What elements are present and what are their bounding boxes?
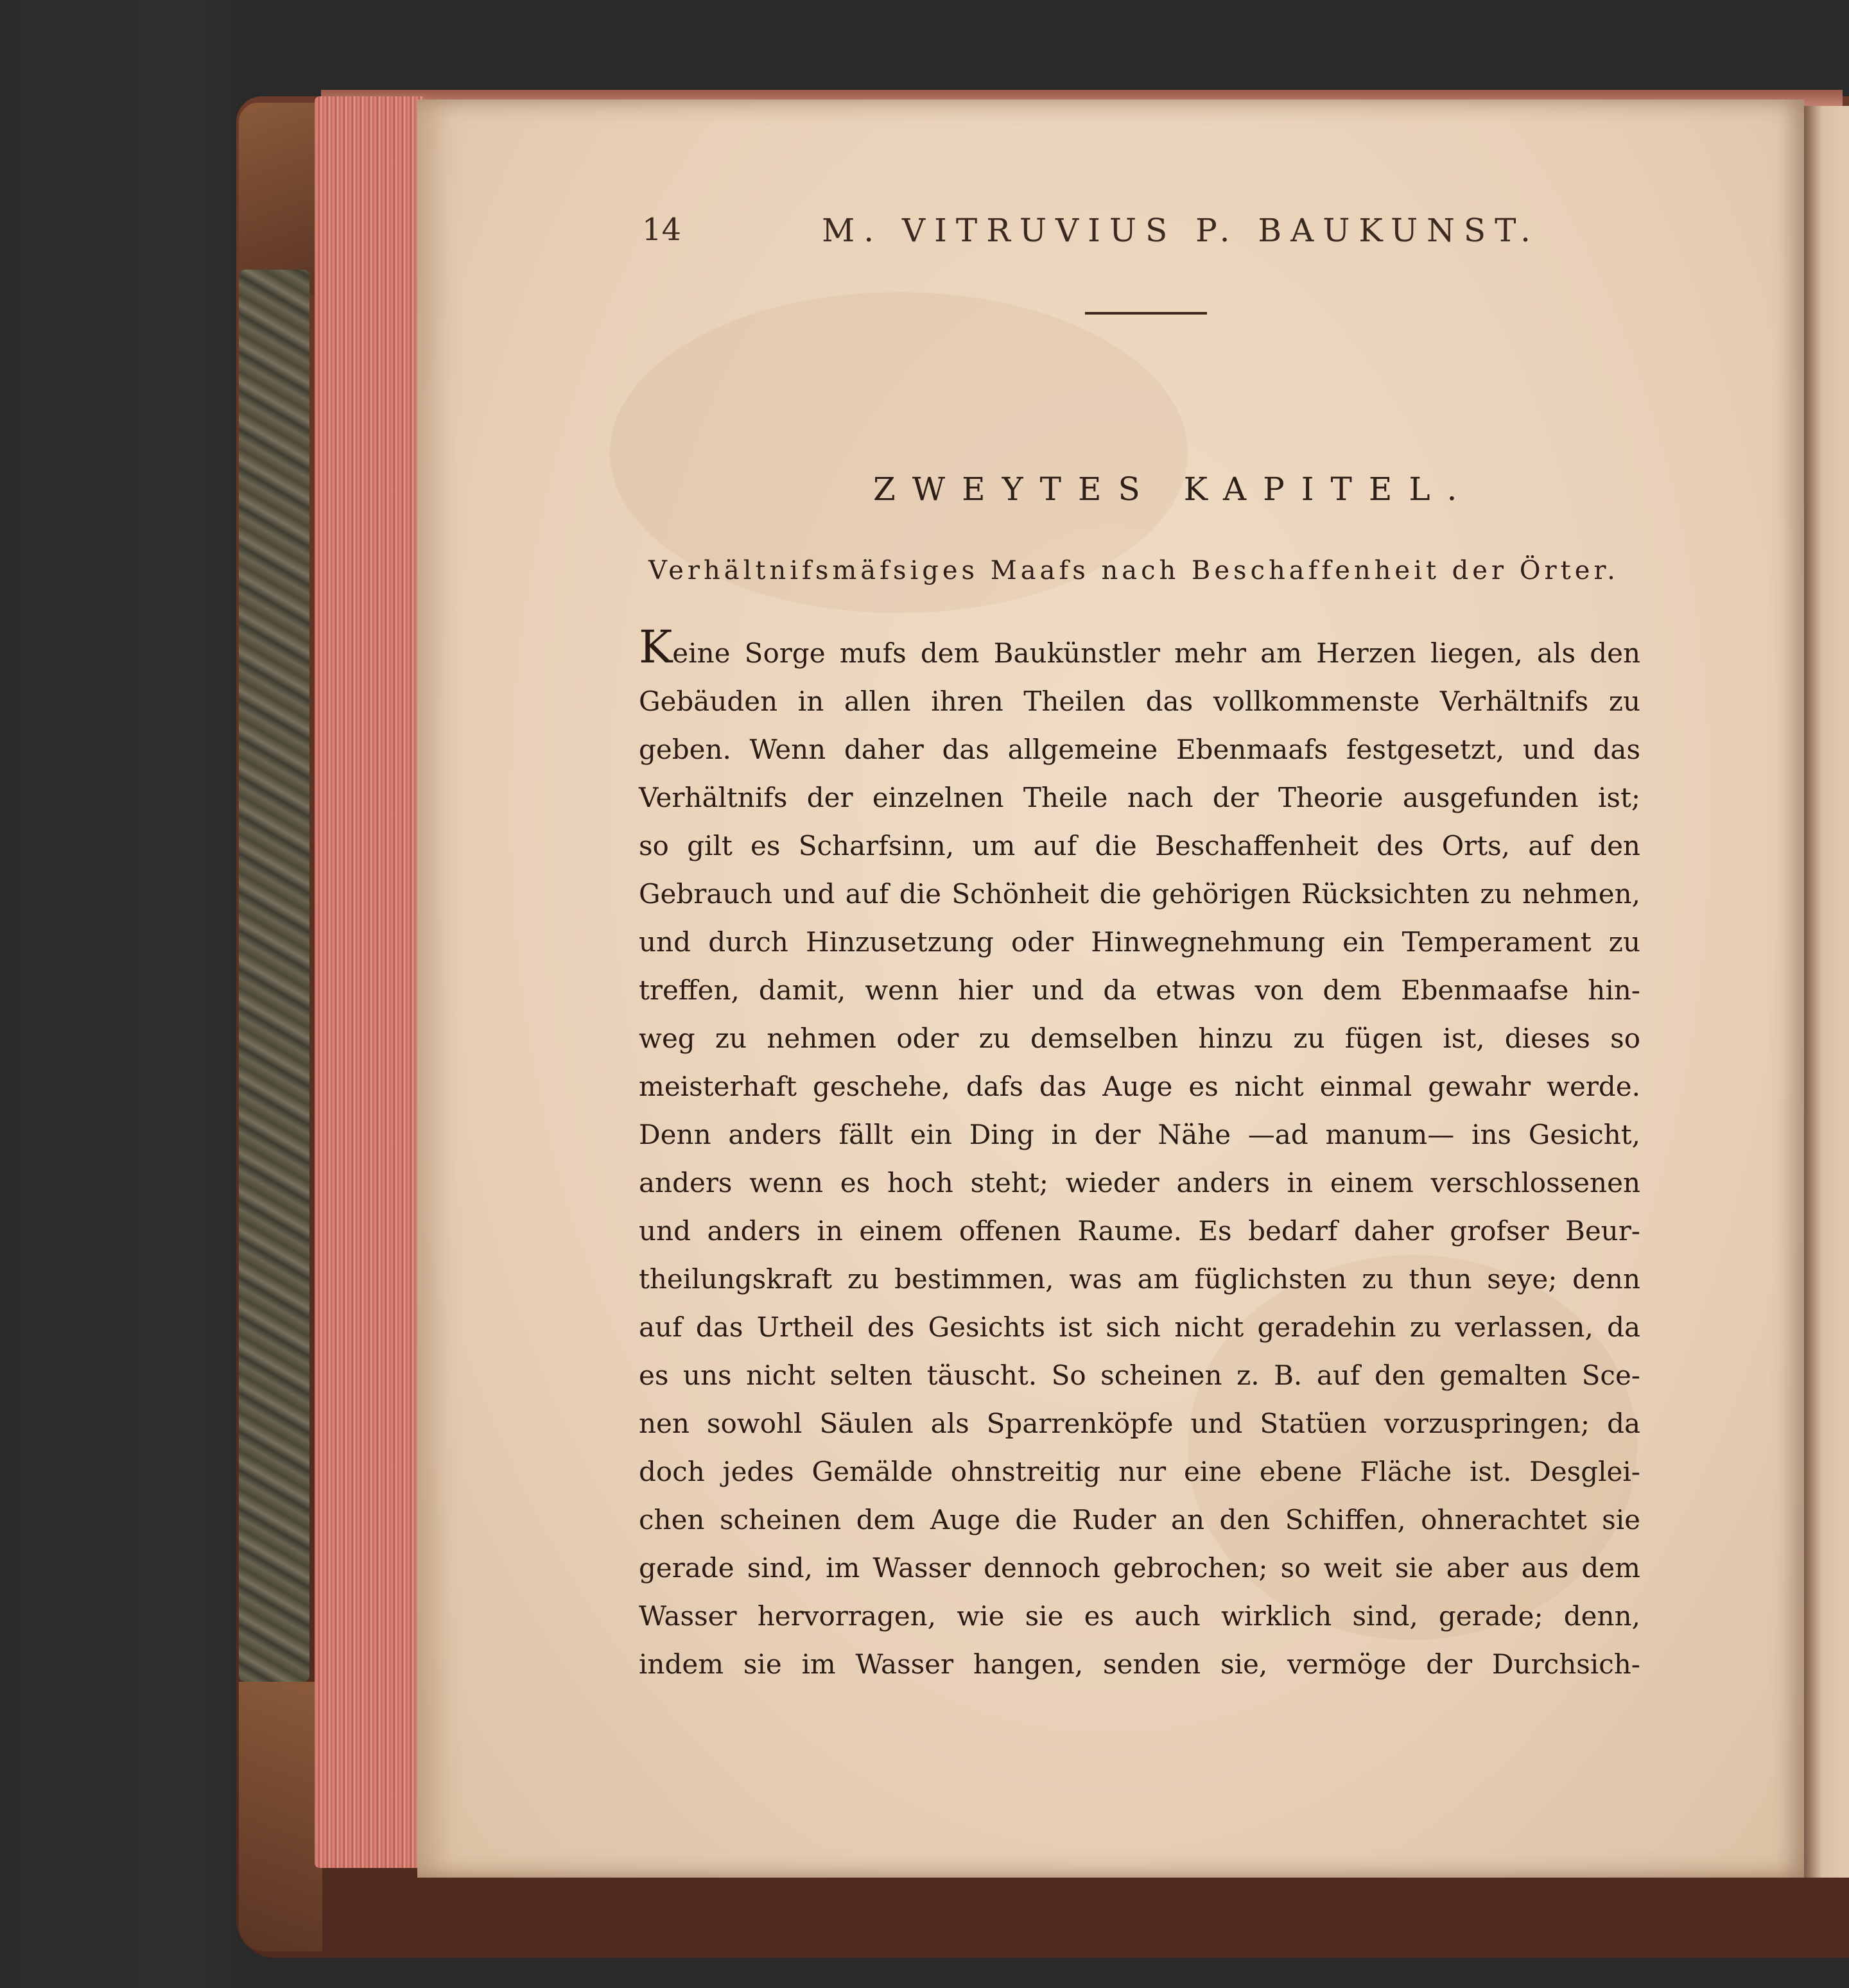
marbled-board bbox=[239, 270, 309, 1682]
text-line: Denn anders fällt ein Ding in der Nähe —ad manum— ins Gesicht, bbox=[639, 1119, 1640, 1150]
text-line: Gebrauch und auf die Schönheit die gehörigen Rücksichten zu nehmen, bbox=[639, 878, 1640, 910]
text-line: Verhältnifs der einzelnen Theile nach der Theorie ausgefunden ist; bbox=[639, 782, 1640, 813]
text-line: meisterhaft geschehe, dafs das Auge es nicht einmal gewahr werde. bbox=[639, 1071, 1640, 1102]
text-line: nen sowohl Säulen als Sparrenköpfe und Statüen vorzuspringen; da bbox=[639, 1408, 1640, 1439]
page-header bbox=[642, 212, 1772, 263]
page-number: 14 bbox=[642, 212, 682, 248]
text-line: und durch Hinzusetzung oder Hinwegnehmung ein Temperament zu bbox=[639, 926, 1640, 958]
text-line: anders wenn es hoch steht; wieder anders in einem verschlossenen bbox=[639, 1167, 1640, 1198]
text-line: geben. Wenn daher das allgemeine Ebenmaafs festgesetzt, und das bbox=[639, 734, 1640, 765]
text-line: auf das Urtheil des Gesichts ist sich nicht geradehin zu verlassen, da bbox=[639, 1311, 1640, 1343]
text-line: Gebäuden in allen ihren Theilen das vollkommenste Verhältnifs zu bbox=[639, 686, 1640, 717]
text-line: Wasser hervorragen, wie sie es auch wirklich sind, gerade; denn, bbox=[639, 1600, 1640, 1632]
initial-letter: K bbox=[639, 621, 673, 673]
text-line: so gilt es Scharfsinn, um auf die Beschaffenheit des Orts, auf den bbox=[639, 830, 1640, 861]
red-page-edges bbox=[315, 96, 424, 1868]
text-line: treffen, damit, wenn hier und da etwas von dem Ebenmaafse hin- bbox=[639, 974, 1640, 1006]
text-line: Keine Sorge mufs dem Baukünstler mehr am Herzen liegen, als den bbox=[639, 621, 1640, 673]
text-line: und anders in einem offenen Raume. Es bedarf daher grofser Beur- bbox=[639, 1215, 1640, 1247]
leather-corner-bottom bbox=[239, 1682, 322, 1951]
text-line: indem sie im Wasser hangen, senden sie, vermöge der Durchsich- bbox=[639, 1648, 1640, 1680]
running-head: M. VITRUVIUS P. BAUKUNST. bbox=[822, 212, 1540, 249]
text-line: es uns nicht selten täuscht. So scheinen z. B. auf den gemalten Sce- bbox=[639, 1360, 1640, 1391]
text-line: doch jedes Gemälde ohnstreitig nur eine ebene Fläche ist. Desglei- bbox=[639, 1456, 1640, 1487]
text-line: chen scheinen dem Auge die Ruder an den Schiffen, ohnerachtet sie bbox=[639, 1504, 1640, 1535]
text-line: theilungskraft zu bestimmen, was am füglichsten zu thun seye; denn bbox=[639, 1263, 1640, 1295]
chapter-subtitle: Verhältnifsmäfsiges Maafs nach Beschaffenheit der Örter. bbox=[648, 556, 1619, 585]
chapter-title: ZWEYTES KAPITEL. bbox=[873, 471, 1474, 508]
header-rule bbox=[1085, 312, 1207, 315]
body-text bbox=[639, 621, 1640, 1688]
text-line: weg zu nehmen oder zu demselben hinzu zu fügen ist, dieses so bbox=[639, 1023, 1640, 1054]
facing-page-edge bbox=[1804, 106, 1849, 1878]
leather-corner-top bbox=[239, 103, 322, 295]
text-line: gerade sind, im Wasser dennoch gebrochen; so weit sie aber aus dem bbox=[639, 1552, 1640, 1584]
